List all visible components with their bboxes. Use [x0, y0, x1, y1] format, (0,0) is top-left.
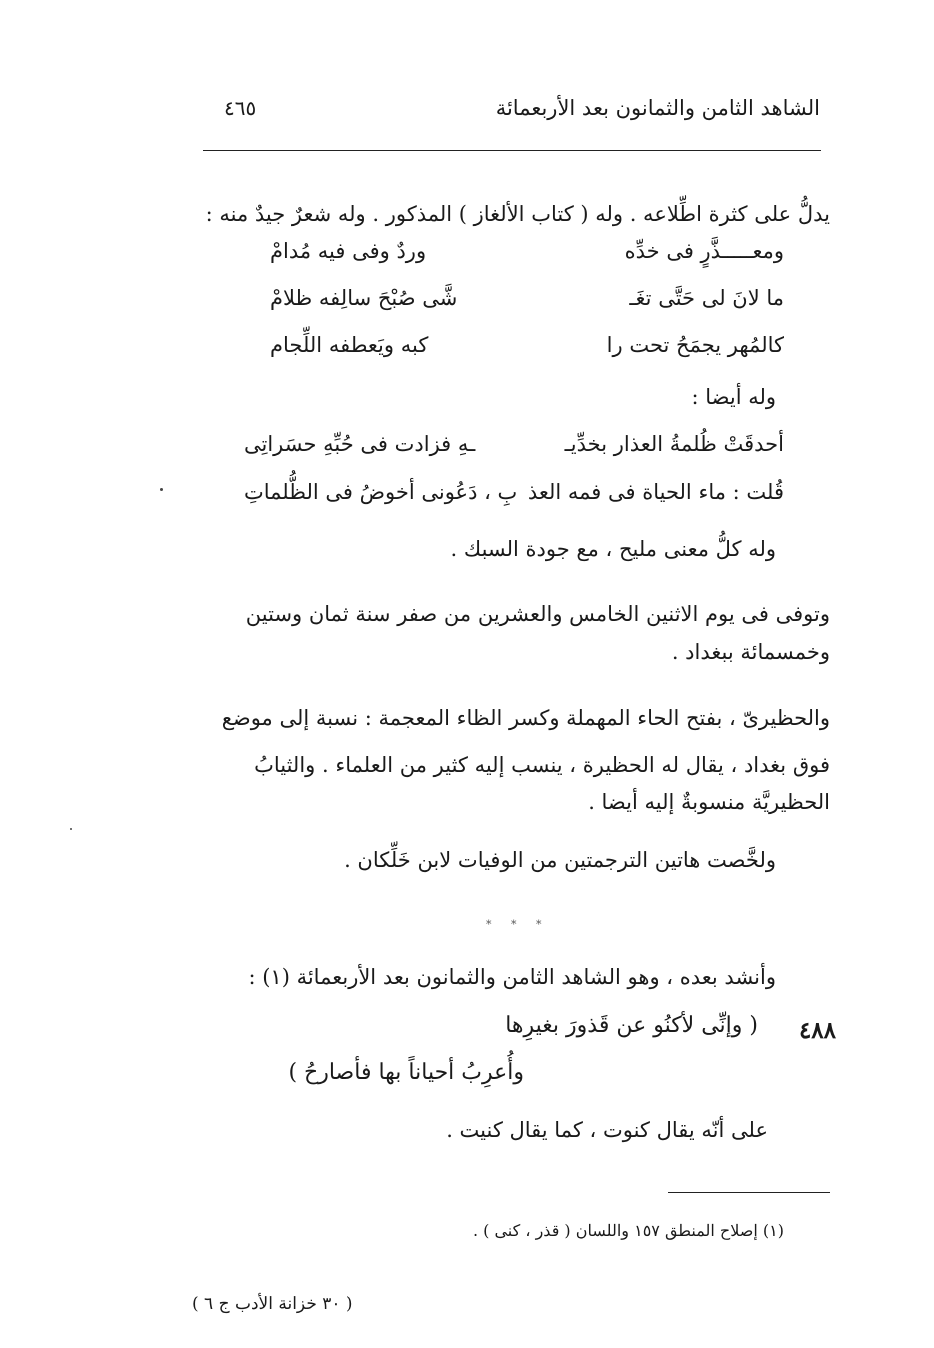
shahid-verse-first: ( وإنِّى لأكنُو عن قَذورَ بغيرِها: [505, 1013, 758, 1038]
verse-line: [270, 286, 784, 332]
verse-first-hemistich: قُلت : ماء الحياة فى فمه العذ: [527, 480, 784, 504]
verse-second-hemistich: بِ ، دَعُونى أخوضُ فى الظُّلماتِ: [244, 480, 518, 504]
hazir-paragraph-line: فوق بغداد ، يقال له الحظيرة ، ينسب إليه كثير من العلماء . والثيابُ: [254, 753, 830, 777]
verse-line: [270, 333, 784, 379]
verse-first-hemistich: ومعـــــذَّرٍ فى خدِّه: [624, 239, 784, 263]
hazir-paragraph-line: الحظيريَّة منسوبةٌ إليه أيضا .: [588, 790, 830, 814]
death-paragraph-line: وخمسمائة ببغداد .: [671, 640, 830, 664]
footnote-divider: [668, 1192, 830, 1193]
verse-second-hemistich: ـهِ فزادت فى حُبِّهِ حسَراتِى: [244, 432, 476, 456]
verse-line: [244, 480, 784, 526]
verse-first-hemistich: ما لانَ لى حَتَّى تغَـ: [629, 286, 784, 310]
running-header-title: الشاهد الثامن والثمانون بعد الأربعمائة: [495, 96, 820, 120]
verse-first-hemistich: كالمُهر يجمَحُ تحت را: [606, 333, 784, 357]
header-divider: [203, 150, 821, 151]
margin-speck: [70, 828, 72, 830]
verse-line: [244, 432, 784, 478]
verse-second-hemistich: وردٌ وفى فيه مُدامْ: [270, 239, 427, 263]
footnote: (١) إصلاح المنطق ١٥٧ واللسان ( قذر ، كنى ) .: [472, 1221, 784, 1240]
hazir-paragraph-line: والحظيرىّ ، بفتح الحاء المهملة وكسر الظاء المعجمة : نسبة إلى موضع: [221, 706, 830, 730]
conclusion-line: على أنّه يقال كنوت ، كما يقال كنيت .: [446, 1118, 768, 1142]
margin-speck: [160, 488, 163, 491]
also-label: وله أيضا :: [691, 385, 776, 409]
every-meaning-line: وله كلُّ معنى مليح ، مع جودة السبك .: [450, 537, 776, 561]
intro-line: يدلُّ على كثرة اطِّلاعه . وله ( كتاب الألغاز ) المذكور . وله شعرٌ جيدٌ منه :: [205, 202, 830, 226]
verse-second-hemistich: شَّى صُبْحَ سالِفه ظلامْ: [270, 286, 458, 310]
shahid-verse-second: وأُعرِبُ أحياناً بها فأصارحُ ): [288, 1060, 524, 1085]
recital-line: وأنشد بعده ، وهو الشاهد الثامن والثمانون بعد الأربعمائة (١) :: [248, 965, 776, 989]
verse-line: [270, 239, 784, 285]
summary-line: ولخَّصت هاتين الترجمتين من الوفيات لابن خَلِّكان .: [344, 848, 776, 872]
page-number: ٤٦٥: [224, 96, 257, 120]
death-paragraph-line: وتوفى فى يوم الاثنين الخامس والعشرين من صفر سنة ثمان وستين: [245, 602, 830, 626]
section-separator: * * *: [486, 918, 550, 931]
shahid-number: ٤٨٨: [798, 1017, 836, 1044]
verse-second-hemistich: كبه ويَعطفه اللِّجام: [270, 333, 429, 357]
verse-first-hemistich: أحدقَتْ ظُلمةُ العذار بخدِّيـ: [564, 432, 784, 456]
signature-mark: ( ٣٠ خزانة الأدب ج ٦ ): [192, 1294, 353, 1314]
